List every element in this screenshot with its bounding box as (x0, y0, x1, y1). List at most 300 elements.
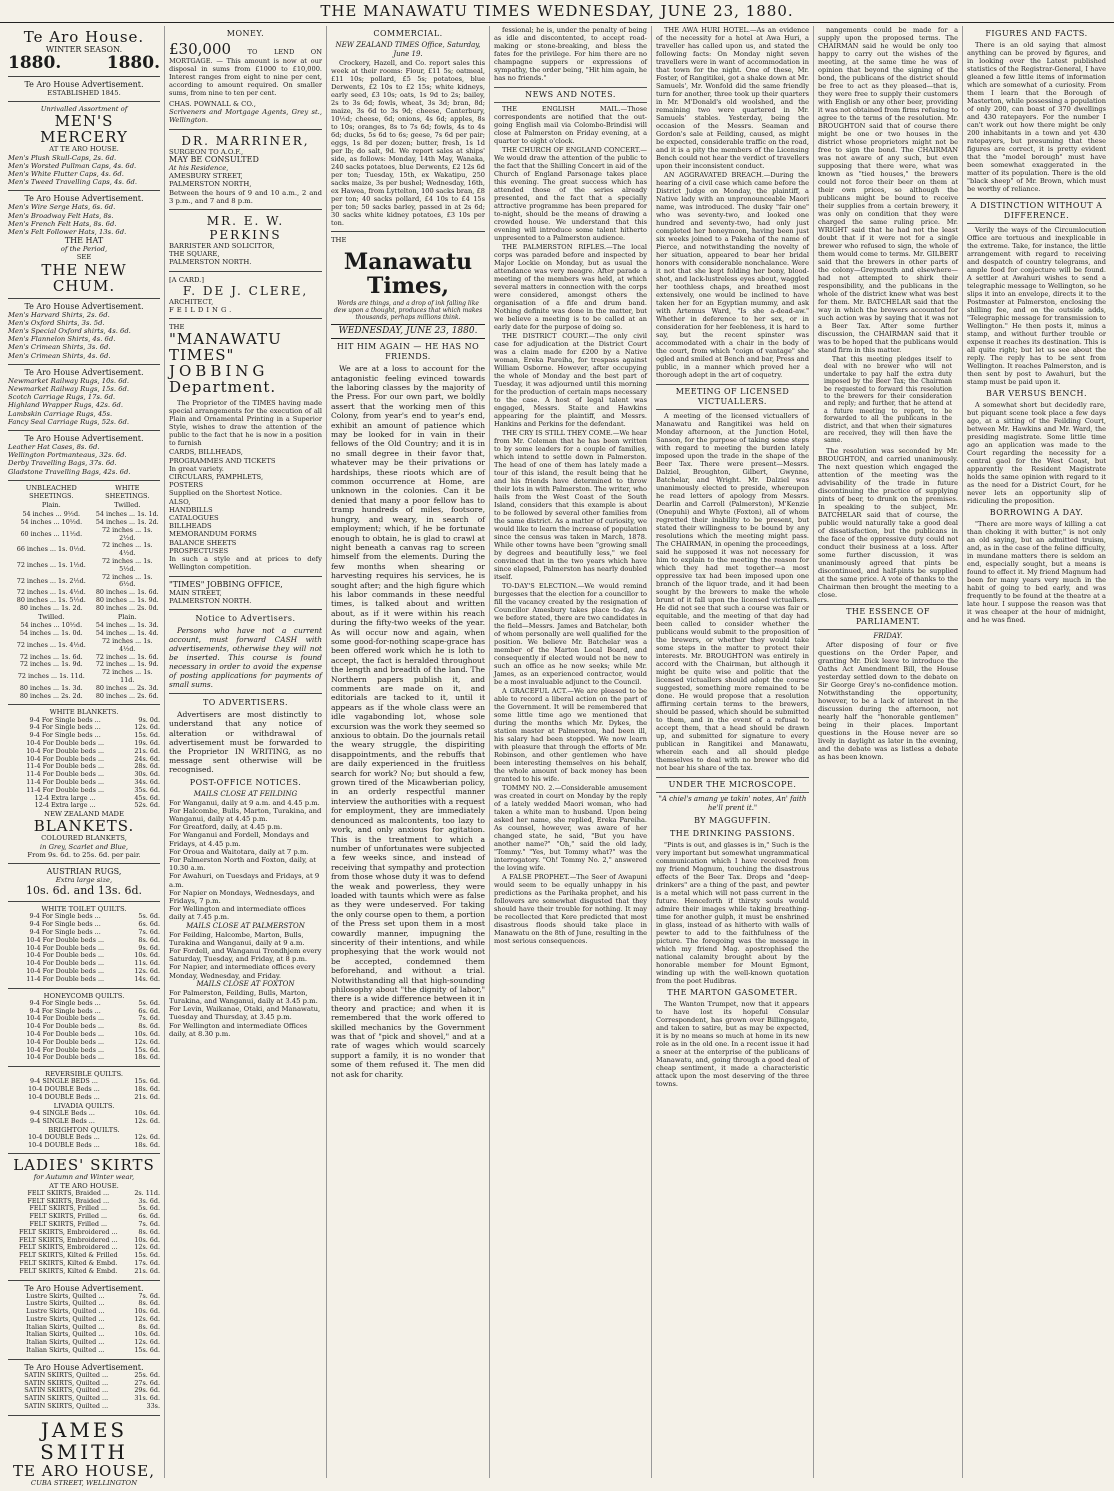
table-cell: 80 inches ... 1s. 6d. (95, 588, 159, 597)
table-cell: 6s. 6d. (138, 1006, 160, 1015)
table-cell: 3s. 6d. (138, 1196, 160, 1205)
figures-heading: FIGURES AND FACTS. (985, 29, 1088, 38)
clere-line: FEILDING. (169, 306, 235, 315)
table-row (8, 1142, 160, 1150)
table-cell: 31s. 6d. (134, 1394, 160, 1403)
table-cell: 10s. 6d. (134, 1108, 160, 1117)
rug-item: Newmarket Railway Rugs, 10s. 6d. (8, 376, 130, 385)
ad-title: Te Aro House Advertisement. (24, 301, 144, 311)
post-line: For Fordell, and Wanganui Trondhjem every Saturday, Tuesday, and Friday, at 8 p.m. (169, 946, 322, 964)
table-cell: 2s. 11d. (134, 1188, 160, 1197)
ad-title: Te Aro House Advertisement. (24, 80, 144, 89)
plain-label: Plain. (41, 501, 61, 510)
table-cell: 54 inches ... 1s. 3d. (95, 621, 159, 630)
table-cell: 54 inches ... 10½d. (20, 518, 83, 527)
austrian-sub: Extra large size, (55, 875, 113, 884)
skirts-sub2: AT TE ARO HOUSE. (49, 1181, 119, 1190)
hat-item: Men's Felt Follower Hats, 13s. 6d. (8, 228, 127, 237)
jobbing-item: CATALOGUES (169, 514, 219, 523)
jobbing-item: PROSPECTUSES (169, 546, 229, 555)
column-7 (962, 26, 1110, 1478)
year-right: 1880. (106, 53, 160, 73)
bag-item: Gladstone Travelling Bags, 42s. 6d. (8, 467, 131, 476)
divider (169, 693, 322, 694)
post-office-heading: POST-OFFICE NOTICES. (189, 777, 302, 787)
table-cell: SATIN SKIRTS, Quilted ... (24, 1370, 109, 1379)
table-cell: 72 inches ... 1s. 9d. (19, 660, 83, 669)
reversible-quilts-ad (8, 1067, 160, 1154)
table-row (8, 1403, 160, 1411)
new-chum-title: THE NEW CHUM. (41, 260, 127, 295)
jobbing-title: "MANAWATU TIMES" (169, 330, 282, 365)
table-cell: SATIN SKIRTS, Quilted ... (24, 1402, 109, 1411)
post-line: For Wanganui, daily at 9 a.m. and 4.45 p.m. (169, 798, 320, 807)
table-cell: 15s. 6d. (134, 1077, 160, 1086)
post-sub: MAILS CLOSE AT PALMERSTON (186, 921, 305, 930)
post-sub: MAILS CLOSE AT FEILDING (193, 789, 298, 798)
table-cell: 9-4 For Single beds ... (29, 723, 101, 732)
table-cell: 80 inches ... 1s. 3d. (19, 683, 83, 692)
table-row (8, 1094, 160, 1102)
table-cell: 10-4 DOUBLE Beds ... (28, 1140, 100, 1149)
awa-huri-text: THE AWA HURI HOTEL.—As an evidence of the necessity for a hotel at Awa Huri, a traveller has called upon us, and stated the following facts: On Monday night seven travellers were in want of accommodation in that town for the night. One of these, Mr. Foster, of Rangitikei, got a shake down at Mr. Samuels', Mr. Wonfold did the same friendly turn for another, three took up their quarters in Mr. M'Donald's old woolshed, and the remaining two were quartered in Mr. Samuels' stables. Yesterday, being the occasion of the Messrs. Seaman and Gordon's sale at Feilding, caused, as might be expected, considerable traffic on the road, and it is a pity the members of the Licensing Bench could not hear the verdict of travellers upon their inconsistent conduct. (656, 26, 809, 170)
table-cell: 33s. (146, 1402, 160, 1411)
table-cell: 12s. 6d. (134, 1338, 160, 1347)
livadia-rows (8, 1110, 160, 1126)
table-row (8, 574, 160, 590)
established-line: ESTABLISHED 1845. (47, 89, 121, 97)
table-cell: 9-4 SINGLE Beds ... (30, 1108, 95, 1117)
table-cell: 10s. 6d. (134, 1029, 160, 1038)
table-cell: 34s. 6d. (134, 777, 160, 786)
post-line: For Palmerston, Feilding, Bulls, Marton, Turakina, and Wanganui, daily at 3.45 p.m. (169, 988, 318, 1005)
table-cell: 10-4 For Double beds ... (26, 943, 105, 952)
honeycomb-rows (8, 1000, 160, 1062)
table-cell: 21s. 6d. (134, 1266, 160, 1275)
jobbing-item: HANDBILLS (169, 505, 213, 514)
table-row (8, 1118, 160, 1126)
to-advertisers-heading: TO ADVERTISERS. (202, 698, 289, 708)
resolution-text: That this meeting pledges itself to deal with no brewer who will not undertake to pay half the extra duty imposed by the Beer Tax; the Chairman be requested to forward this resolution to the brewers for their consideration and reply; and further, that he attend at a future meeting to report, to be forwarded to all the publicans in the district, and that when their signatures are received, they will then have the same. (824, 356, 952, 445)
table-cell: 9-4 For Single beds ... (29, 912, 101, 921)
table-cell: 72 inches ... 1s. 6d. (19, 652, 83, 661)
table-cell: FELT SKIRTS, Embroidered ... (18, 1235, 118, 1244)
smith-house: TE ARO HOUSE, (13, 1461, 155, 1480)
table-cell: 18s. 6d. (134, 1085, 160, 1094)
table-cell: 14s. 6d. (134, 974, 160, 983)
table-cell: 11s. 6d. (134, 959, 160, 968)
table-cell: 66 inches ... 1s. 0½d. (16, 545, 86, 554)
satin-table (8, 1372, 160, 1411)
marton-heading: THE MARTON GASOMETER. (667, 988, 798, 997)
meeting-heading: MEETING OF LICENSED VICTUALLERS. (656, 384, 809, 410)
essence-heading: THE ESSENCE OF PARLIAMENT. (818, 604, 958, 630)
ad-title: Te Aro House Advertisement. (24, 367, 144, 377)
coloured-blankets: COLOURED BLANKETS, (41, 834, 127, 843)
table-row (8, 638, 160, 654)
skirt-rows (8, 1190, 160, 1276)
mercery-ad (8, 102, 160, 191)
coloured-colours: in Grey, Scarlet and Blue, (39, 842, 129, 851)
table-cell: 12s. 6d. (134, 1243, 160, 1252)
plain-label: Plain. (117, 612, 137, 621)
clere-name: F. DE J. CLERE, (182, 283, 309, 298)
ad-title: Te Aro House Advertisement. (24, 1362, 144, 1372)
news-paragraph: THE CHURCH OF ENGLAND CONCERT.—We would draw the attention of the public to the fact that the Shilling Concert in aid of the Church of England Parsonage takes place this evening. The great success which has attended those of the series already presented, and the fact that a specially attractive programme has been prepared for to-night, should be the means of drawing a crowded house. We understand that this evening will introduce some talent hitherto unpresented to a Palmerston audience. (494, 146, 647, 242)
distinction-heading: A DISTINCTION WITHOUT A DIFFERENCE. (967, 198, 1106, 224)
table-cell: 72 inches ... 1s. 4½d. (16, 640, 86, 649)
table-cell: 7s. 6d. (138, 1014, 160, 1023)
year-row (8, 54, 160, 72)
rug-item: Newmarket Railway Rugs, 15s. 6d. (8, 385, 130, 394)
table-cell: 80 inches ... 1s. 9d. (95, 596, 159, 605)
paper-the: THE (331, 236, 347, 244)
post-lines (169, 799, 322, 922)
microscope-heading: UNDER THE MICROSCOPE. (656, 777, 809, 793)
table-row (8, 1054, 160, 1062)
post-line: For Awahuri, on Tuesdays and Fridays, at 9 a.m. (169, 872, 320, 889)
table-cell: 21s. 6d. (134, 1092, 160, 1101)
table-cell: 72 inches ... 1s. 5½d. (101, 557, 153, 573)
table-cell: SATIN SKIRTS, Quilted ... (24, 1378, 109, 1387)
money-firm-address: Scriveners and Mortgage Agents, Grey st., Wellington. (169, 108, 322, 125)
hat-heading: THE HAT (64, 236, 104, 246)
table-cell: 8s. 6d. (138, 1022, 160, 1031)
hat-item: Men's Broadway Felt Hats, 8s. (8, 211, 114, 220)
table-cell: 8s. 6d. (138, 1299, 160, 1308)
office-line: MAIN STREET, (169, 588, 222, 597)
table-row (8, 527, 160, 543)
table-cell: FELT SKIRTS, Embroidered ... (18, 1243, 118, 1252)
table-row (8, 976, 160, 984)
borrowing-text: "There are more ways of killing a cat than choking it with butter," is not only an old saying, but an admitted truism, and, as in the case of the feline difficulty, in mundane matters there is seldom an end, especially sought, but a means is found to effect it. My friend Magnum had been for many years very much in the habit of going to bed early, and was frequently to be found at the theatre at a late hour. I suppose the reason was that it was cheaper at the hour of midnight, and he was fined. (967, 520, 1106, 624)
table-cell: 54 inches ... 1s. 0d. (19, 629, 83, 638)
blankets-ad (8, 705, 160, 864)
masthead: THE MANAWATU TIMES WEDNESDAY, JUNE 23, 1880. (0, 0, 1114, 23)
mercery-item: Men's White Flutter Caps, 4s. 6d. (8, 170, 124, 179)
table-cell: Italian Skirts, Quilted ... (26, 1346, 105, 1355)
jobbing-text: The Proprietor of the TIMES having made special arrangements for the execution of all Plain and Ornamental Printing in a Superior Style, wishes to draw the attention of the public to the fact that he is now in a position to furnish (169, 399, 322, 448)
table-cell: 10-4 For Double beds ... (26, 1037, 105, 1046)
perkins-line: THE SQUARE, (169, 250, 220, 259)
money-amount: £30,000 (169, 40, 232, 58)
editorial-continuation: fessional; he is, under the penalty of being as idle and discontented, to accept road-making or stone-breaking, and bless the fates for the privilege. For him there are no champagne suppers or expressions of sympathy, the order being, "Hit him again, he has no friends." (494, 26, 647, 82)
commercial-text: Crockery, Hazell, and Co. report sales this week at their rooms: Flour, £11 5s; oatmeal, £11 10s; pollard, £5 5s; potatoes, blue Derwents, £2 10s to £2 15s; white kidneys, early seed, £3 10s; oats, 1s 9d to 2s; bailey, 2s to 3s 6d; fowls, wheat, 3s 3d; bran, 8d; maize, 3s 6d to 3s 9d; cheese, Canterbury, 10½d; cheese, 6d; onions, 4s 6d; apples, 8s to 10s; oranges, 8s to 7s 6d; fowls, 4s to 4s 6d; ducks, 5s 6d to 6s; geese, 7s 6d per pair; eggs, 1s 8d per dozen; butter, fresh, 1s 1d per lb; do salt, 9d. We report sales at ships' side, as follows: Monday, 14th May, Wanaka, 240 sacks potatoes, blue Derwents, £2 12s 6d per ton; Tuesday, 15th, ex Wakatipu, 250 sacks maize, 3s per bushel; Wednesday, 16th, ex Hawea, from Lyttelton, 100 sacks bran, £8 per ton; 40 sacks pollard, £4 10s to £4 15s per ton; 50 sacks barley, passed in at 2s 6d; 30 sacks white kidney potatoes, £3 10s per ton. (331, 59, 485, 227)
post-line: For Napier on Mondays, Wednesdays, and Fridays, 7 p.m. (169, 888, 315, 905)
columns (4, 26, 1110, 1487)
table-cell: 10-4 DOUBLE Beds ... (28, 1085, 100, 1094)
mercery-location: AT TE ARO HOUSE. (49, 145, 119, 154)
marriner-line: At his Residence, (169, 164, 229, 173)
table-cell: 9-4 SINGLE BEDS ... (30, 1077, 98, 1086)
table-row (8, 693, 160, 701)
mercery-item: Men's Plush Skull-Caps, 2s. 6d. (8, 153, 117, 162)
ad-title: REVERSIBLE QUILTS. (44, 1070, 124, 1079)
table-cell: 72 inches ... 1s. 1½d. (16, 560, 86, 569)
jobbing-title-2: JOBBING (169, 362, 269, 381)
table-cell: Lustre Skirts, Quilted ... (26, 1299, 105, 1308)
table-cell: 80 inches ... 2s. 3d. (95, 683, 159, 692)
card-label: [A CARD.] (169, 275, 204, 284)
table-cell: 15s. 6d. (134, 1045, 160, 1054)
table-cell: Italian Skirts, Quilted ... (26, 1330, 105, 1339)
marriner-line: SURGEON TO A.O.F., (169, 147, 244, 156)
jobbing-item: In such a style and at prices to defy Wellington competition. (169, 555, 322, 572)
bags-ad (8, 431, 160, 481)
jobbing-item: PROGRAMMES AND TICKETS (169, 456, 276, 465)
post-line: For Wanganui and Fordell, Mondays and Fridays, at 4.45 p.m. (169, 831, 309, 848)
column-6 (813, 26, 962, 1478)
divider (331, 231, 485, 232)
table-cell: 15s. 6d. (134, 731, 160, 740)
table-row (8, 802, 160, 810)
marriner-name: DR. MARRINER, (181, 133, 310, 148)
marton-text: The Wanton Trumpet, now that it appears to have lost its hopeful Consular Correspondent, has grown over Billingsgate, and taken to satire, but as may be expected, it is by no means so much at home in its new role as in the old one. In a recent issue it had a sneer at the enterprise of the publicans of Manawatu, and, going through a good deal of cheap sentiment, it made a characteristic attack upon the most deserving of the three towns. (656, 1000, 809, 1088)
table-cell: 15s. 6d. (134, 1346, 160, 1355)
table-cell: 11-4 For Double beds ... (26, 785, 105, 794)
table-cell: 72 inches ... 1s. 6d. (95, 652, 159, 661)
post-line: For Levin, Waikanae, Otaki, and Manawatu, Tuesday and Thursday, at 3.45 p.m. (169, 1005, 321, 1022)
table-cell: FELT SKIRTS, Frilled ... (29, 1204, 108, 1213)
rug-item: Highland Wrapper Rugs, 42s. 6d. (8, 401, 124, 410)
table-cell: 6s. 6d. (138, 1212, 160, 1221)
table-cell: 12s. 6d. (134, 723, 160, 732)
table-cell: 72 inches ... 1s. 6½d. (101, 572, 153, 589)
carried-text: The resolution was seconded by Mr. BROUGHTON, and carried unanimously. The next question which engaged the attention of the meeting was the advisability of the trade in future discontinuing the practice of supplying pints of beer, to drunk on the premises. In speaking to the subject, Mr. BATCHELAR said that of course, the public would naturally take a good deal of dissatisfaction, but the publicans in the face of the oppressive duty could not conduct their business at a loss. After some further discussion, it was unanimously agreed that pints be discontinued, and half-pints be supplied at the same price. A vote of thanks to the Chairman then brought the meeting to a close. (818, 446, 958, 599)
paper-title: Manawatu Times, (343, 249, 473, 300)
table-cell: FELT SKIRTS, Frilled ... (29, 1219, 108, 1228)
table-cell: 15s. 6d. (134, 1251, 160, 1260)
hat-item: Men's French Felt Hats, 8s. 6d. (8, 219, 117, 228)
table-cell: FELT SKIRTS, Braided ... (27, 1188, 110, 1197)
table-row (8, 1347, 160, 1355)
reversible-rows (8, 1078, 160, 1101)
drinking-heading: THE DRINKING PASSIONS. (669, 829, 796, 838)
table-cell: 10-4 For Double beds ... (26, 935, 105, 944)
table-cell: 9-4 SINGLE Beds ... (30, 1116, 95, 1125)
table-cell: 72 inches ... 1s. 4½d. (16, 588, 86, 597)
blankets-table (8, 717, 160, 811)
ladies-skirts-ad (8, 1154, 160, 1280)
news-paragraph: THE ENGLISH MAIL.—Those correspondents are notified that the out-going English mail via Colombo-Brindisi will close at Palmerston on Friday evening, at a quarter to eight o'clock. (494, 105, 647, 145)
table-cell: 10-4 For Double beds ... (26, 951, 105, 960)
shirts-ad (8, 299, 160, 365)
commercial-heading: COMMERCIAL. (373, 29, 443, 38)
coloured-price: From 9s. 6d. to 25s. 6d. per pair. (27, 850, 141, 859)
ad-title: Te Aro House. (23, 28, 145, 46)
table-cell: 28s. 6d. (134, 762, 160, 771)
table-cell: 10-4 For Double beds ... (26, 1029, 105, 1038)
table-cell: 10s. 6d. (134, 1235, 160, 1244)
paper-date: WEDNESDAY, JUNE 23, 1880. (331, 324, 485, 339)
news-paragraph: THE CRY IS STILL THEY COME.—We hear from Mr. Coleman that he has been written to by some leaders for a couple of families, which intend to settle down in Palmerston. The head of one of them has lately made a tour of this island, the result being that he and his friends have determined to throw their lots in with Palmerston. The writer, who hails from the West Coast of the South Island, considers that this example is about to be followed by several other families from the same district. As a matter of curiosity, we would like to learn the increase of population since the census was taken in March, 1878. While other towns have been "growing small by degrees and beautifully less," we feel convinced that in the two years which have since elapsed, Palmerston has nearly doubled itself. (494, 429, 647, 581)
toilet-quilts-ad (8, 902, 160, 988)
shirt-item: Men's Crimean Shirts, 3s. 6d. (8, 343, 111, 352)
table-cell: 10-4 For Double beds ... (26, 1022, 105, 1031)
year-left: 1880. (8, 53, 62, 73)
post-line: For Feilding, Halcombe, Marton, Bulls, Turakina and Wanganui, daily at 9 a.m. (169, 930, 305, 947)
paper-motto: Words are things, and a drop of ink falling like dew upon a thought, produces that which makes thousands, perhaps millions think. (333, 300, 483, 322)
quilted-table (8, 1293, 160, 1355)
toilet-rows (8, 913, 160, 983)
news-paragraphs (494, 105, 647, 945)
table-cell: 27s. 6d. (134, 1378, 160, 1387)
table-cell: 72 inches ... 1s. 4½d. (101, 637, 153, 653)
divider (169, 271, 322, 272)
marriner-line: PALMERSTON NORTH, (169, 180, 252, 189)
table-cell: 11-4 For Double beds ... (26, 770, 105, 779)
brighton-title: BRIGHTON QUILTS. (48, 1125, 120, 1134)
table-cell: 17s. 6d. (134, 1258, 160, 1267)
microscope-byline: BY MAGGUFFIN. (694, 816, 771, 825)
ad-title: Te Aro House Advertisement. (24, 434, 144, 444)
table-cell: 80 inches ... 1s. 5½d. (16, 596, 86, 605)
jobbing-item: In great variety. (169, 464, 224, 473)
table-cell: 72 inches ... 1s. 9d. (95, 660, 159, 669)
austrian-rugs-ad (8, 864, 160, 902)
table-cell: 10s. 6d. (134, 951, 160, 960)
jobbing-item: Supplied on the Shortest Notice. (169, 489, 282, 498)
post-line: For Napier, and intermediate offices every Monday, Wednesday, and Friday. (169, 963, 316, 980)
te-aro-winter-ad (8, 26, 160, 77)
perkins-line: PALMERSTON NORTH. (169, 258, 252, 267)
mercery-intro: Unrivalled Assortment of (40, 105, 128, 114)
table-cell: SATIN SKIRTS, Quilted ... (24, 1394, 109, 1403)
jobbing-items (169, 448, 322, 571)
table-cell: 30s. 6d. (134, 770, 160, 779)
table-cell: 24s. 6d. (134, 754, 160, 763)
post-line: For Oroua and Waitotara, daily at 7 p.m. (169, 847, 309, 856)
sheetings-table (8, 484, 160, 701)
sheetings-right-head: WHITE SHEETINGS. (105, 483, 150, 500)
table-cell: 10-4 For Double beds ... (26, 959, 105, 968)
shirt-item: Men's Special Oxford shirts, 4s. 6d. (8, 327, 131, 336)
bag-item: Wellington Portmanteaus, 32s. 6d. (8, 451, 127, 460)
table-cell: 21s. 6d. (134, 746, 160, 755)
skirts-table (8, 1190, 160, 1276)
jobbing-item: BILLHEADS (169, 522, 212, 531)
post-lines (169, 989, 322, 1038)
bar-text: A somewhat short but decidedly rare, but piquant scene took place a few days ago, at a sitting of the Feilding Court, between Mr. Hawkins and Mr. Ward, the presiding magistrate. Some little time ago an application was made to the Court regarding the necessity for a central gaol for the West Coast, but apparently the Resident Magistrate holds the same opinion with regard to it as the need for a District Court, for he never lets an opportunity slip of ridiculing the proposition. (967, 401, 1106, 505)
table-cell: Lustre Skirts, Quilted ... (26, 1307, 105, 1316)
table-cell: 9-4 For Single beds ... (29, 998, 101, 1007)
jobbing-item: ALSO, (169, 497, 191, 506)
te-aro-established-ad (8, 77, 160, 102)
sheetings-left-head: UNBLEACHED SHEETINGS. (25, 483, 77, 500)
perkins-name: MR. E. W. PERKINS (206, 214, 285, 243)
sheetings-rows (8, 511, 160, 612)
column-5 (651, 26, 813, 1478)
satin-skirts-ad (8, 1360, 160, 1416)
table-cell: 12s. 6d. (134, 966, 160, 975)
news-paragraph: THE DISTRICT COURT.—The only civil case for adjudication at the District Court was a claim made for £200 by a Native woman, Ereka Pareiha, for trespass against William Osborne. However, after occupying the whole of Monday and the best part of Tuesday, it was adjourned until this morning for the production of certain maps necessary to the case. A host of legal talent was engaged, Messrs. Staite and Hawkins appearing for the plaintiff, and Messrs. Hankins and Perkins for the defendant. (494, 332, 647, 428)
table-cell: 60 inches ... 11½d. (20, 529, 83, 538)
table-cell: 5s. 6d. (138, 912, 160, 921)
bag-item: Leather Hat Cases, 8s. 6d. (8, 443, 100, 452)
smith-name: JAMES SMITH (40, 1417, 128, 1464)
honeycomb-quilts-ad (8, 989, 160, 1068)
news-paragraph: A GRACEFUL ACT.—We are pleased to be able to record a liberal action on the part of the Government. It will be remembered that some little time ago we mentioned that during the months which Mr. Dykes, the station master at Palmerston, had been ill, his salary had been stopped. We now learn with pleasure that through the efforts of Mr. Robinson, and other gentlemen who have been interesting themselves on his behalf, the whole amount of back money has been granted to his wife. (494, 687, 647, 783)
essence-text: After disposing of four or five questions on the Order Paper, and granting Mr. Dick leave to introduce the Oaths Act Amendment Bill, the House yesterday settled down to the debate on Sir George Grey's no-confidence motion. Notwithstanding the opportunity, however, to be a lack of interest in the discussion during the afternoon, not nearly half the "honorable gentlemen" being in their places. Important questions in the House never are so lively in daylight as later in the evening, and the debate was as listless a debate as has been known. (818, 640, 958, 761)
table-cell: 7s. 6d. (138, 1219, 160, 1228)
table-cell: 8s. 6d. (138, 1227, 160, 1236)
table-row (8, 558, 160, 574)
post-line: For Wellington and intermediate Offices daily, at 8.30 p.m. (169, 1021, 308, 1038)
table-cell: 52s. 6d. (134, 801, 160, 810)
table-cell: 12-4 Extra large ... (34, 801, 96, 810)
divider (169, 318, 322, 319)
table-row (8, 1268, 160, 1276)
distinction-text: Verily the ways of the Circumlocution Office are tortuous and inexplicable in the extreme. Take, for instance, the little arrangement with regard to receiving and despatch of country telegrams, and ample food for conjecture will be found. A settler at Awahuri wishes to send a telegraphic message to Wellington, so he slips it into an envelope, directs it to the Postmaster at Palmerston, enclosing the shilling fee, and on the outside adds, "Telegraphic message for transmission to Wellington." He then posts it, minus a stamp, and without further trouble or expense it reaches its destination. This is all quite right; but let us see about the reply. The reply has to be sent from Wellington. It reaches Palmerston, and is then sent by post to Awahuri, but the stamp must be paid upon it. (967, 226, 1106, 386)
ad-title: WHITE TOILET QUILTS. (41, 905, 127, 914)
table-cell: FELT SKIRTS, Kilted & Frilled (19, 1251, 118, 1260)
post-sub: MAILS CLOSE AT FOXTON (196, 979, 295, 988)
table-cell: FELT SKIRTS, Braided ... (27, 1196, 110, 1205)
table-cell: FELT SKIRTS, Frilled ... (29, 1212, 108, 1221)
perkins-line: BARRISTER AND SOLICITOR, (169, 242, 275, 251)
table-cell: 12s. 6d. (134, 1116, 160, 1125)
table-cell: Italian Skirts, Quilted ... (26, 1322, 105, 1331)
twilled-label: Twilled. (38, 612, 65, 621)
sheetings-ad (8, 481, 160, 706)
rug-item: Scotch Carriage Rugs, 17s. 6d. (8, 393, 116, 402)
table-cell: 10s. 6d. (134, 1330, 160, 1339)
column-1 (4, 26, 164, 1487)
table-cell: 7s. 6d. (138, 927, 160, 936)
post-lines (169, 931, 322, 980)
hat-item: Men's Wire Serge Hats, 6s. 6d. (8, 203, 116, 212)
table-cell: 29s. 6d. (134, 1386, 160, 1395)
table-cell: 10-4 For Double beds ... (26, 1053, 105, 1062)
jobbing-title-3: Department. (169, 378, 277, 397)
rug-item: Fancy Seal Carriage Rugs, 52s. 6d. (8, 417, 130, 426)
jobbing-the: THE (169, 323, 185, 332)
editorial-heading: HIT HIM AGAIN — HE HAS NO FRIENDS. (336, 342, 480, 362)
table-cell: 19s. 6d. (134, 739, 160, 747)
table-cell: 72 inches ... 1s. 11d. (101, 668, 153, 685)
table-cell: 54 inches ... 1s. 2d. (95, 518, 159, 527)
sheetings-rows (8, 622, 160, 700)
livadia-title: LIVADIA QUILTS. (53, 1101, 115, 1110)
divider (169, 209, 322, 210)
news-paragraph: TO-DAY'S ELECTION.—We would remind burgesses that the election for a councillor to fill the vacancy created by the resignation of Councillor Amesbury takes place to-day. As we before stated, there are two candidates in the field—Messrs. James and Batchelar, both of whom personally are well qualified for the position. We believe Mr. Batchelar was a member of the Marton Local Board, and consequently if elected would not be new to such an office as he now seeks; while Mr. James, as an experienced contractor, would be a most invaluable adjunct to the Council. (494, 582, 647, 686)
money-firm: CHAS. POWNALL & CO., (169, 100, 256, 108)
table-cell: 72 inches ... 1s. 4½d. (101, 541, 153, 558)
bar-heading: BAR VERSUS BENCH. (986, 389, 1087, 398)
table-cell: 80 inches ... 2s. 2d. (19, 691, 83, 700)
table-cell: 72 inches ... 1s. 2½d. (101, 525, 153, 542)
to-advertisers-text: Advertisers are most distinctly to understand that any notice of alteration or withdrawal of advertisement must be forwarded to the Proprietor IN WRITING, as no message sent otherwise will be recognised. (169, 710, 322, 775)
table-cell: 9-4 For Single beds ... (29, 927, 101, 936)
post-line: For Greatford, daily, at 4.45 p.m. (169, 823, 283, 832)
table-cell: 10-4 For Double beds ... (26, 746, 105, 755)
ad-title: LADIES' SKIRTS (13, 1156, 155, 1175)
ad-title: Te Aro House Advertisement. (24, 194, 144, 204)
marriner-line: AMESBURY STREET, (169, 172, 243, 181)
table-cell: 9s. 0d. (138, 715, 160, 724)
ad-title: Te Aro House Advertisement. (24, 1283, 144, 1293)
table-cell: 80 inches ... 2s. 6d. (95, 691, 159, 700)
table-cell: FELT SKIRTS, Embroidered ... (18, 1227, 118, 1236)
jobbing-item: CARDS, BILLHEADS, (169, 448, 243, 457)
meeting-continuation: nangements could be made for a supply upon the proposed terms. The CHAIRMAN said he would be only too happy to carry out the wishes of the meeting, at the same time he was of opinion that beyond the signing of the bond, the publicans of the district should be free to act as they pleased—that is, they were free to supply their customers with English or any other beer, providing it was not obtained from firms refusing to agree to the terms of the resolution. Mr. BROUGHTON said that of course there might be one or two houses in the district whose proprietors might not be free to sign the bond. The CHAIRMAN was not aware of any such, but even supposing that there were, what was known as "tied houses," the brewers could not force their beer on them at their own prices, so although the publicans might be bound to receive their supplies from a certain brewery, it was only on condition that they were charged the same ruling price. Mr. WRIGHT said that he had not the least doubt that if it were not for a single brewer who refused to sign, the whole of them would come to terms. Mr. GILBERT said that the brewers in other parts of the colony—Greymouth and elsewhere—had not attempted to shirk their responsibility, and the publicans in the whole of the district knew what was best for them. Mr. BATCHELAR said that the way in which the brewers accounted for such action was by saying that it was not a Beer Tax. After some further discussion, the CHAIRMAN said that it was to be hoped that the publicans would stand firm in this matter. (818, 26, 958, 354)
shirt-item: Men's Harvard Shirts, 2s. 6d. (8, 310, 110, 319)
rugs-ad (8, 365, 160, 431)
table-cell: 54 inches ... 10½d. (20, 621, 83, 630)
jobbing-item: POSTERS (169, 481, 204, 490)
table-cell: 12s. 6d. (134, 1037, 160, 1046)
table-cell: 5s. 6d. (138, 998, 160, 1007)
